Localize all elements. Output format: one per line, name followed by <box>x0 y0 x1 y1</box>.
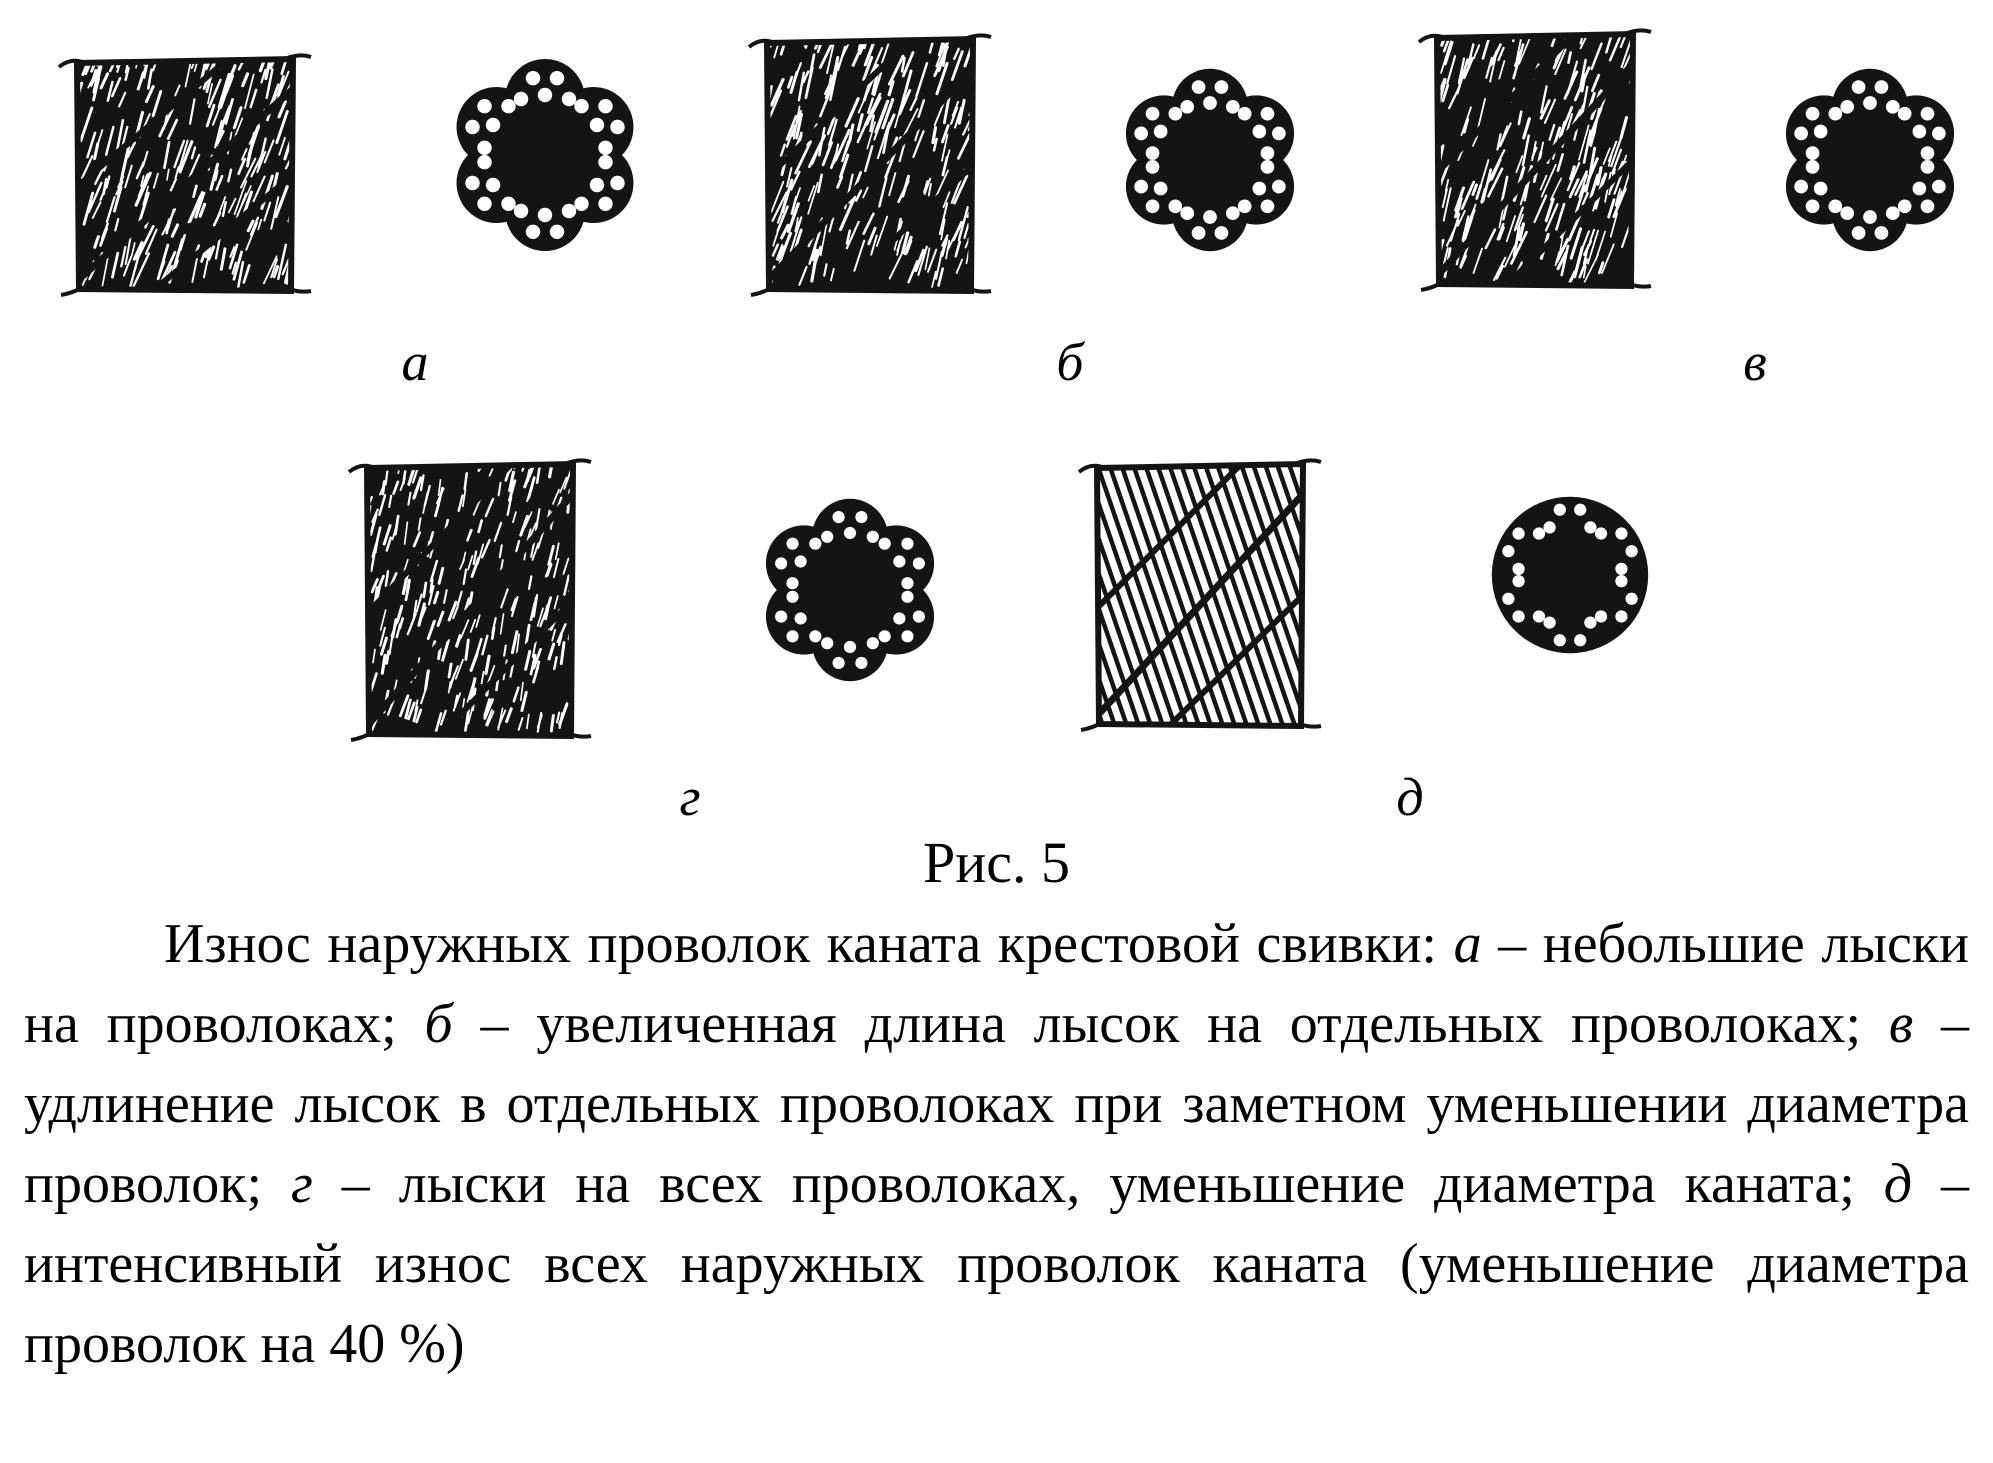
caption-text: – увеличенная длина лысок на отдельных проволоках; <box>452 993 1889 1055</box>
rope-cross-section-d <box>1485 490 1655 660</box>
panel-a <box>55 45 645 392</box>
panel-d <box>1075 450 1675 827</box>
panel-v <box>1415 20 1975 392</box>
figure-caption <box>24 904 1969 1384</box>
panel-label-d: д <box>1396 767 1424 827</box>
rope-cross-section-b <box>1115 65 1305 255</box>
panel-label-a: а <box>401 332 429 392</box>
rope-cross-section-g <box>755 495 945 685</box>
rope-side-view-d <box>1075 450 1325 740</box>
rope-side-view-v <box>1415 20 1655 300</box>
caption-text: – удлинение лысок в отдельных проволоках при заметном уменьшении диаметра проволок; <box>24 993 1969 1215</box>
panel-g <box>345 450 965 827</box>
panel-label-g: г <box>679 767 701 827</box>
caption-text: – небольшие лыски на проволоках; <box>24 913 1969 1055</box>
caption-text: – интенсивный износ всех наружных проволок каната (уменьшение диаметра проволок на 40 %) <box>24 1153 1970 1375</box>
panel-label-b: б <box>1056 332 1084 392</box>
rope-side-view-b <box>745 25 995 305</box>
caption-letter: д <box>1883 1153 1913 1215</box>
rope-side-view-a <box>55 45 315 305</box>
rope-cross-section-v <box>1775 65 1965 255</box>
rope-side-view-g <box>345 450 595 750</box>
caption-text: – лыски на всех проволоках, уменьшение диаметра каната; <box>312 1153 1884 1215</box>
panel-b <box>745 25 1335 392</box>
caption-letter: а <box>1453 913 1482 975</box>
caption-letter: г <box>290 1153 313 1215</box>
figure-number: Рис. 5 <box>922 830 1071 895</box>
rope-cross-section-a <box>445 55 645 255</box>
panel-label-v: в <box>1743 332 1767 392</box>
caption-text: Износ наружных проволок каната крестовой свивки: <box>164 913 1454 975</box>
caption-letter: в <box>1888 993 1914 1055</box>
caption-letter: б <box>424 993 453 1055</box>
